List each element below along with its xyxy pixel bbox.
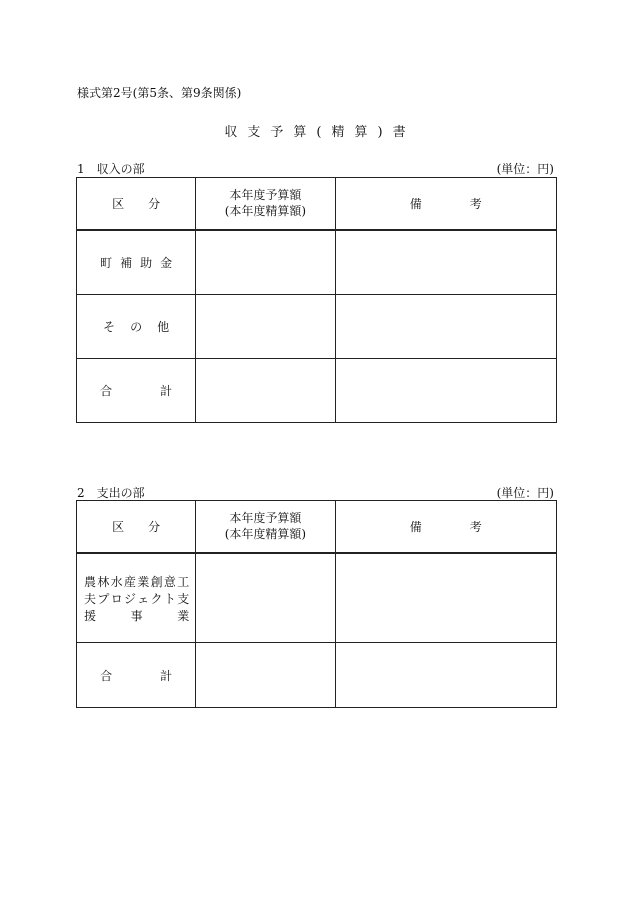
form-number: 様式第2号(第5条、第9条関係)	[77, 86, 242, 100]
income-header-category	[77, 178, 196, 230]
income-header-amount-line1: 本年度予算額	[229, 188, 302, 203]
expense-row-amount-cell[interactable]	[196, 643, 335, 708]
expense-header-remarks-text: 備 考	[409, 519, 482, 534]
table-row	[77, 295, 557, 359]
expense-row-remarks-cell[interactable]	[335, 643, 556, 708]
income-row-amount-cell[interactable]	[196, 359, 335, 423]
income-unit-label: (単位：円)	[496, 162, 554, 176]
expense-row-amount-cell[interactable]	[196, 553, 335, 643]
income-row-town-subsidy-label	[77, 230, 196, 295]
table-row	[77, 359, 557, 423]
income-row-amount-cell[interactable]	[196, 230, 335, 295]
income-row-remarks-cell[interactable]	[335, 295, 556, 359]
income-section-title: 1 収入の部	[77, 162, 145, 176]
expense-row-label-text: 合 計	[100, 668, 173, 683]
table-row	[77, 230, 557, 295]
expense-header-category	[77, 501, 196, 553]
income-table-header-row	[77, 178, 557, 230]
expense-table	[76, 500, 557, 708]
document-title	[0, 121, 630, 140]
expense-row-remarks-cell[interactable]	[335, 553, 556, 643]
income-row-remarks-cell[interactable]	[335, 230, 556, 295]
expense-table-header-row	[77, 501, 557, 553]
expense-header-remarks	[335, 501, 556, 553]
expense-row-total-label	[77, 643, 196, 708]
expense-row-project-label: 農林水産業創意工夫プロジェクト支援事業	[77, 553, 196, 643]
table-row	[77, 553, 557, 643]
income-row-amount-cell[interactable]	[196, 295, 335, 359]
income-header-amount	[196, 178, 335, 230]
document-title-text: 収 支 予 算 ( 精 算 ) 書	[224, 125, 406, 140]
expense-header-category-text: 区 分	[112, 519, 161, 534]
income-table	[76, 177, 557, 423]
expense-header-amount	[196, 501, 335, 553]
income-header-category-text: 区 分	[112, 196, 161, 211]
expense-section-title: 2 支出の部	[77, 486, 145, 500]
income-row-remarks-cell[interactable]	[335, 359, 556, 423]
income-row-other-label	[77, 295, 196, 359]
income-row-total-label	[77, 359, 196, 423]
income-row-label-text: 合 計	[100, 384, 173, 398]
income-row-label-text: そ の 他	[103, 320, 170, 334]
income-header-amount-line2: (本年度精算額)	[224, 204, 307, 219]
income-header-remarks-text: 備 考	[409, 196, 482, 211]
expense-header-amount-line1: 本年度予算額	[229, 511, 302, 526]
expense-header-amount-line2: (本年度精算額)	[224, 527, 307, 542]
expense-unit-label: (単位：円)	[496, 486, 554, 500]
income-header-remarks	[335, 178, 556, 230]
table-row	[77, 643, 557, 708]
income-row-label-text: 町 補 助 金	[100, 255, 173, 270]
